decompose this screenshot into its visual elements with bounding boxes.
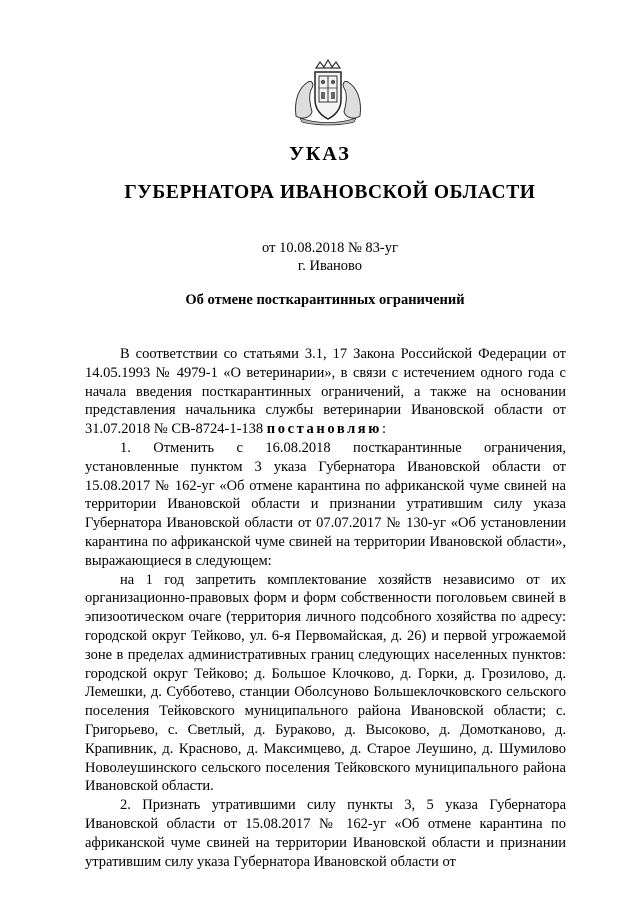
item-1-sub-paragraph: на 1 год запретить комплектование хозяйств независимо от их организационно-правовых форм и форм собственности поголовьем свиней в эпизоотическом очаге (территория личного подсобного хозяйства по адресу: городской округ Тейково, ул. 6-я Первомайская, д. 26) и первой угрожаемой зоне в пределах административных границ следующих населенных пунктов: городской округ Тейково; д. Большое Клочково, д. Горки, д. Грозилово, д. Лемешки, д. Субботево, станции Оболсуново Большеклочковского сельского поселения Тейковского муниципального района Ивановской области; с. Григорьево, с. Светлый, д. Бураково, д. Высоково, д. Домотканово, д. Крапивник, д. Красново, д. Максимцево, д. Старое Леушино, д. Шумилово Новолеушинского сельского поселения Тейковского муниципального района Ивановской области. [85,571,566,795]
item-2-paragraph: 2. Признать утратившими силу пункты 3, 5 указа Губернатора Ивановской области от 15.08.2017 № 162-уг «Об отмене карантина по африканской чуме свиней на территории Ивановской области и признании утратившим силу указа Губернатора Ивановской области от [85,797,566,870]
coat-of-arms-emblem [288,58,368,126]
intro-paragraph [85,345,566,439]
document-body [85,345,566,871]
resolve-word: постановляю [266,421,382,438]
resolve-colon: : [381,421,386,438]
intro-text: В соответствии со статьями 3.1, 17 Закона Российской Федерации от 14.05.1993 № 4979-1 «О ветеринарии», в связи с истечением одного года с начала введения посткарантинных ограничений, а также на основании представления начальника службы ветеринарии Ивановской области от 31.07.2018 № СВ-8724-1-138 [85,346,566,438]
issuer-title: ГУБЕРНАТОРА ИВАНОВСКОЙ ОБЛАСТИ [124,182,536,203]
city-line: г. Иваново [297,258,363,274]
document-type-title: УКАЗ [289,143,351,165]
item-1-paragraph: 1. Отменить с 16.08.2018 посткарантинные ограничения, установленные пунктом 3 указа Губернатора Ивановской области от 15.08.2017 № 162-уг «Об отмене карантина по африканской чуме свиней на территории Ивановской области и признании утратившим силу указа Губернатора Ивановской области от 07.07.2017 № 130-уг «Об установлении карантина по африканской чуме свиней на территории Ивановской области», выражающиеся в следующем: [85,439,566,569]
document-subject: Об отмене посткарантинных ограничений [185,292,465,308]
date-number-line: от 10.08.2018 № 83-уг [262,240,398,256]
